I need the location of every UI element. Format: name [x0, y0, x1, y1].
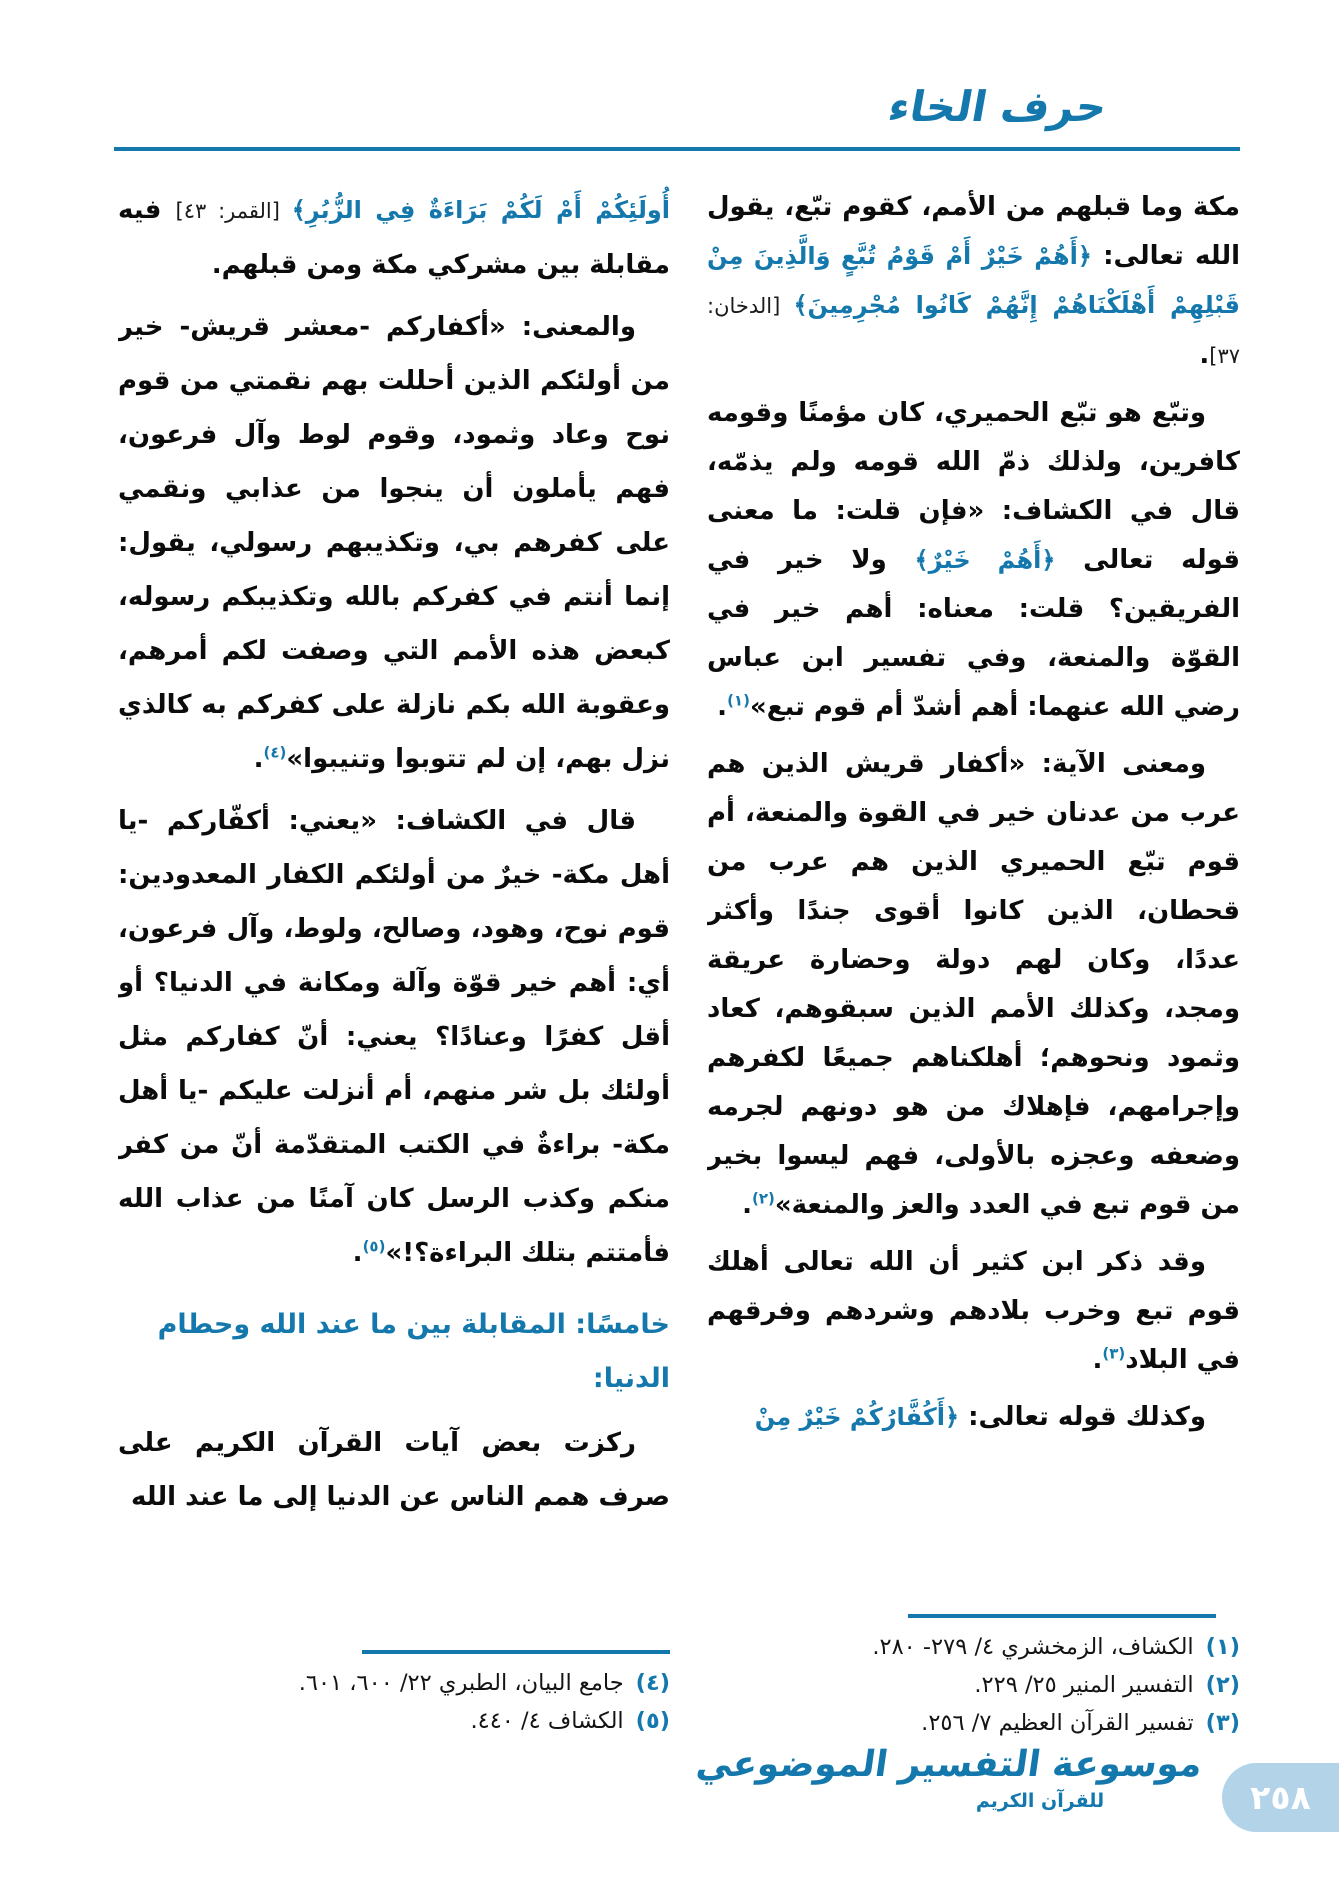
footnote-number: (٢) [1205, 1672, 1240, 1698]
footnote-marker: (١) [727, 691, 750, 710]
body-text: وكذلك قوله تعالى: [959, 1402, 1206, 1432]
body-text: وقد ذكر ابن كثير أن الله تعالى أهلك قوم تبع وخرب بلادهم وشردهم وفرقهم في البلاد [707, 1247, 1240, 1375]
body-text: وتبّع هو تبّع الحميري، كان مؤمنًا وقومه كافرين، ولذلك ذمّ الله قومه ولم يذمّه، قال في الكشاف: «فإن قلت: ما معنى قوله تعالى [707, 398, 1240, 575]
body-text: . [717, 692, 728, 722]
paragraph [118, 183, 670, 292]
paragraph [707, 183, 1240, 381]
body-text: مكة وما قبلهم من الأمم، كقوم تبّع، يقول الله تعالى: [707, 192, 1240, 271]
body-text: . [1092, 1345, 1103, 1375]
footnote-marker: (٣) [1102, 1344, 1126, 1363]
footnote-number: (٣) [1205, 1710, 1240, 1736]
text-column-right [707, 183, 1240, 1611]
paragraph [707, 740, 1240, 1230]
body-text: قال في الكشاف: «يعني: أكفّاركم -يا أهل مكة- خيرٌ من أولئكم الكفار المعدودين: قوم نوح، وهود، وصالح، ولوط، وآل فرعون، أي: أهم خير قوّة وآلة ومكانة في الدنيا؟ أو أقل كفرًا وعنادًا؟ يعني: أنّ كفاركم مثل أولئك بل شر منهم، أم أنزلت عليكم -يا أهل مكة- براءةٌ في الكتب المتقدّمة أنّ من كفر منكم وكذب الرسل كان آمنًا من عذاب الله فأمتتم بتلك البراءة؟!» [118, 806, 670, 1268]
publisher-logo [693, 1742, 1205, 1814]
quran-verse-text: ﴿أَهُمْ خَيْرٌ أَمْ قَوْمُ تُبَّعٍ وَالَّذِينَ مِنْ قَبْلِهِمْ أَهْلَكْنَاهُمْ إِنَّهُمْ كَانُوا مُجْرِمِينَ﴾ [707, 242, 1240, 319]
quran-verse-text: ﴿أَهُمْ خَيْرٌ﴾ [914, 546, 1056, 574]
paragraph [118, 300, 670, 786]
page-number: ٢٥٨ [1250, 1778, 1311, 1817]
footnote-text: تفسير القرآن العظيم ٧/ ٢٥٦. [921, 1710, 1194, 1736]
body-text: والمعنى: «أكفاركم -معشر قريش- خير من أولئكم الذين أحللت بهم نقمتي من قوم نوح وعاد وثمود، وقوم لوط وآل فرعون، فهم يأملون أن ينجوا من عذابي ونقمي على كفرهم بي، وتكذيبهم رسولي، يقول: إنما أنتم في كفركم بالله وتكذيبكم رسوله، كبعض هذه الأمم التي وصفت لكم أمرهم، وعقوبة الله بكم نازلة على كفركم به كالذي نزل بهم، إن لم تتوبوا وتنيبوا» [118, 312, 670, 774]
publisher-logo-title: موسوعة التفسير الموضوعي [693, 1744, 1205, 1785]
footnote-text: الكشاف ٤/ ٤٤٠. [470, 1708, 624, 1734]
body-text: . [742, 1190, 752, 1220]
body-text: ولا خير في الفريقين؟ قلت: معناه: أهم خير في القوّة والمنعة، وفي تفسير ابن عباس رضي الله عنهما: أهم أشدّ أم قوم تبع» [707, 545, 1240, 722]
footnote-marker: (٥) [362, 1237, 386, 1256]
publisher-logo-subtitle: للقرآن الكريم [975, 1790, 1105, 1812]
surah-reference: [الدخان: ٣٧] [707, 294, 1240, 368]
footnote [707, 1628, 1240, 1666]
quran-verse-text: ﴿أَكُفَّارُكُمْ خَيْرٌ مِنْ [754, 1403, 960, 1431]
paragraph [707, 389, 1240, 732]
footnote-separator-right [908, 1614, 1216, 1618]
surah-reference: [القمر: ٤٣] [175, 199, 292, 223]
footnote-number: (٥) [635, 1708, 670, 1734]
page-number-badge [1222, 1763, 1339, 1832]
footnote-separator-left [362, 1650, 670, 1654]
section-heading [118, 1298, 670, 1406]
body-text: . [1199, 340, 1210, 370]
footnote-number: (١) [1205, 1634, 1240, 1660]
footnote-number: (٤) [635, 1670, 670, 1696]
body-text: ركزت بعض آيات القرآن الكريم على صرف همم الناس عن الدنيا إلى ما عند الله [118, 1428, 670, 1512]
text-column-left [118, 183, 670, 1648]
footnote [118, 1664, 670, 1702]
footnote-text: التفسير المنير ٢٥/ ٢٢٩. [974, 1672, 1194, 1698]
paragraph [707, 1238, 1240, 1385]
body-text: ومعنى الآية: «أكفار قريش الذين هم عرب من عدنان خير في القوة والمنعة، أم قوم تبّع الحميري الذين هم عرب من قحطان، الذين كانوا أقوى جندًا وأكثر عددًا، وكان لهم دولة وحضارة عريقة ومجد، وكذلك الأمم الذين سبقوهم، كعاد وثمود ونحوهم؛ أهلكناهم جميعًا لكفرهم وإجرامهم، فإهلاك من هو دونهم لجرمه وضعفه وعجزه بالأولى، فهم ليسوا بخير من قوم تبع في العدد والعز والمنعة» [707, 749, 1240, 1220]
paragraph [707, 1393, 1240, 1442]
chapter-title-calligraphy: حرف الخاء [884, 82, 1111, 131]
footnotes-left [118, 1664, 670, 1740]
footnote-text: الكشاف، الزمخشري ٤/ ٢٧٩- ٢٨٠. [872, 1634, 1194, 1660]
header-rule [114, 147, 1240, 151]
footnote [707, 1704, 1240, 1742]
heading-text: خامسًا: المقابلة بين ما عند الله وحطام الدنيا: [157, 1309, 670, 1394]
paragraph [118, 794, 670, 1280]
paragraph [118, 1416, 670, 1524]
footnote [118, 1702, 670, 1740]
footnote-text: جامع البيان، الطبري ٢٢/ ٦٠٠، ٦٠١. [298, 1670, 624, 1696]
body-text: فيه مقابلة بين مشركي مكة ومن قبلهم. [118, 195, 670, 280]
body-text: . [352, 1238, 363, 1268]
footnote-marker: (٤) [263, 743, 287, 762]
footnotes-right [707, 1628, 1240, 1742]
footnote-marker: (٢) [751, 1189, 775, 1208]
quran-verse-text: أُولَئِكُمْ أَمْ لَكُمْ بَرَاءَةٌ فِي الزُّبُرِ﴾ [291, 196, 670, 224]
footnote [707, 1666, 1240, 1704]
body-text: . [253, 744, 264, 774]
